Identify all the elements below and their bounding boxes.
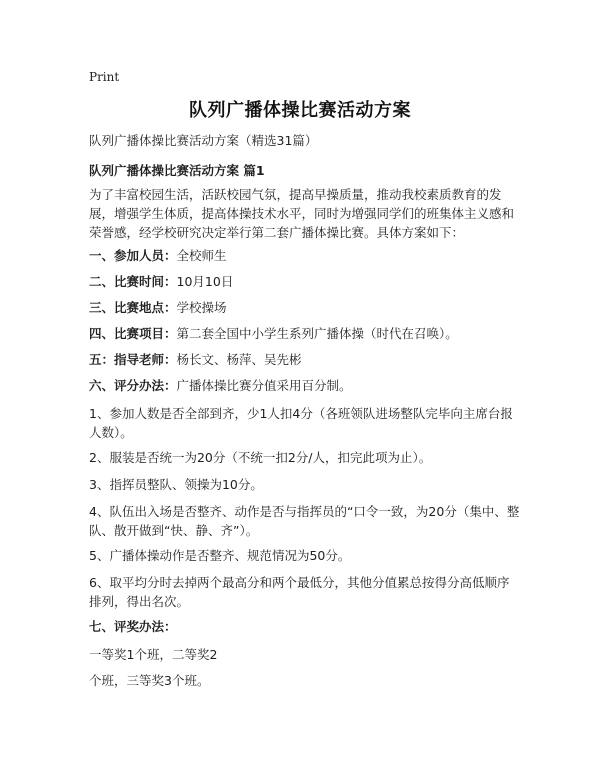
item-value: 广播体操比赛分值采用百分制。 bbox=[176, 378, 352, 393]
list-item bbox=[89, 272, 529, 291]
item-value: 杨长文、杨萍、吴先彬 bbox=[176, 352, 302, 367]
award-heading: 七、评奖办法： bbox=[89, 619, 177, 634]
rule-item: 6、取平均分时去掉两个最高分和两个最低分，其他分值累总按得分高低顺序排列，得出名次。 bbox=[89, 575, 510, 609]
list-item bbox=[89, 376, 529, 395]
intro-paragraph: 为了丰富校园生活，活跃校园气氛，提高早操质量，推动我校素质教育的发展，增强学生体质，提高体操技术水平，同时为增强同学们的班集体主义感和荣誉感，经学校研究决定举行第二套广播体操比赛。具体方案如下： bbox=[89, 187, 515, 240]
rule-item: 2、服装是否统一为20分（不统一扣2分/人，扣完此项为止）。 bbox=[89, 450, 432, 465]
rule-item: 5、广播体操动作是否整齐、规范情况为50分。 bbox=[89, 548, 351, 563]
rule-item: 1、参加人数是否全部到齐，少1人扣4分（各班领队进场整队完毕向主席台报人数）。 bbox=[89, 406, 513, 440]
item-label: 六、评分办法： bbox=[89, 378, 177, 393]
print-label[interactable]: Print bbox=[89, 70, 120, 84]
award-line: 一等奖1个班，二等奖2 bbox=[89, 647, 218, 662]
rule-item: 3、指挥员整队、领操为10分。 bbox=[89, 477, 263, 492]
award-line: 个班，三等奖3个班。 bbox=[89, 673, 210, 688]
list-item bbox=[89, 298, 529, 317]
item-label: 二、比赛时间： bbox=[89, 274, 177, 289]
list-item bbox=[89, 324, 529, 343]
document-subtitle: 队列广播体操比赛活动方案（精选31篇） bbox=[89, 133, 318, 148]
document-title: 队列广播体操比赛活动方案 bbox=[189, 100, 411, 121]
item-value: 全校师生 bbox=[176, 248, 227, 263]
rule-item: 4、队伍出入场是否整齐、动作是否与指挥员的“口令一致，为20分（集中、整队、散开做到“快、静、齐”）。 bbox=[89, 504, 520, 538]
item-value: 10月10日 bbox=[176, 274, 234, 289]
item-label: 五：指导老师： bbox=[89, 352, 177, 367]
section-heading: 队列广播体操比赛活动方案 篇1 bbox=[89, 163, 265, 178]
item-value: 学校操场 bbox=[176, 300, 227, 315]
item-label: 一、参加人员： bbox=[89, 248, 177, 263]
item-value: 第二套全国中小学生系列广播体操（时代在召唤）。 bbox=[176, 326, 458, 341]
item-label: 四、比赛项目： bbox=[89, 326, 177, 341]
list-item bbox=[89, 246, 529, 265]
item-label: 三、比赛地点： bbox=[89, 300, 177, 315]
list-item bbox=[89, 350, 529, 369]
